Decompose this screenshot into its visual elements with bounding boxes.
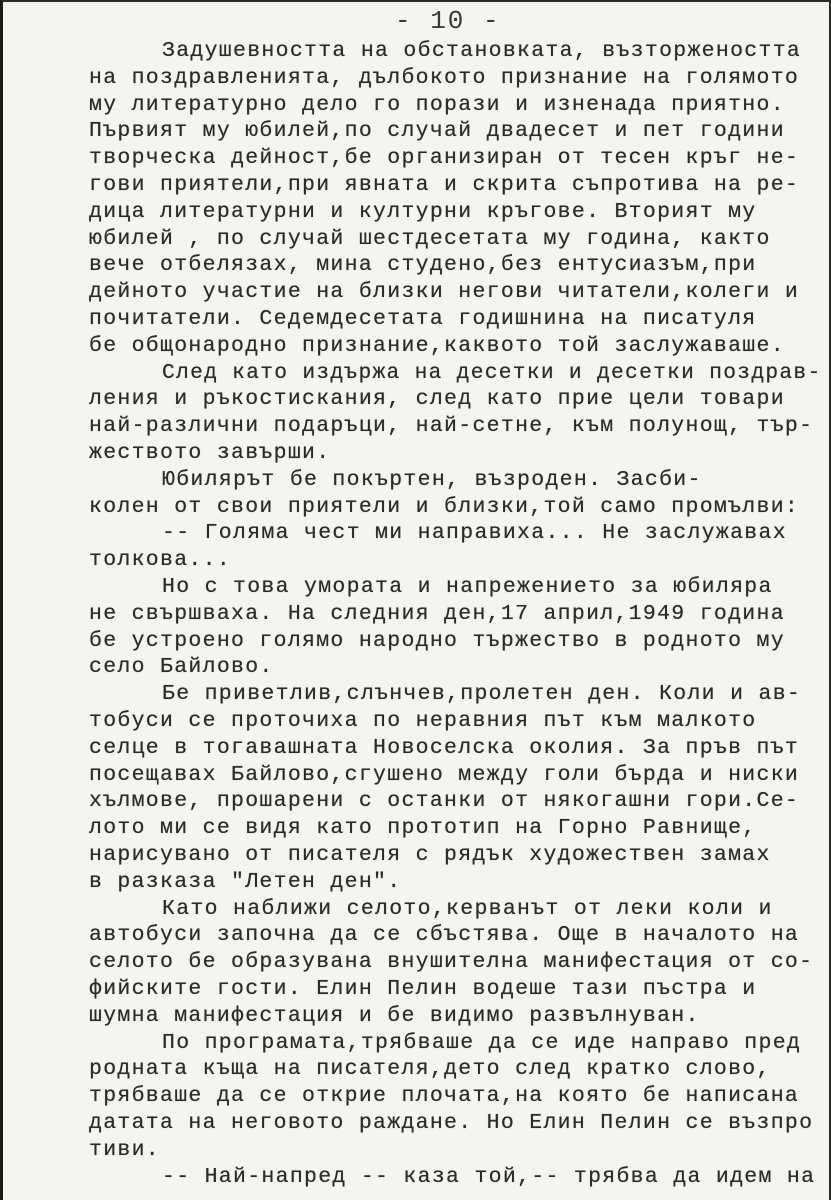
page-number: - 10 - bbox=[395, 6, 501, 36]
text-line: Като наближи селото,керванът от леки коли и bbox=[162, 896, 773, 921]
text-line: трябваше да се открие плочата,на която бе написана bbox=[89, 1084, 800, 1109]
text-line: хълмове, прошарени с останки от някогашни гори.Се- bbox=[89, 789, 800, 814]
text-line: на поздравленията, дълбокото признание на голямото bbox=[89, 65, 800, 90]
text-line: бе устроено голямо народно тържество в родното му bbox=[89, 628, 785, 653]
text-line: посещавах Байлово,сгушено между голи бърда и ниски bbox=[89, 762, 800, 787]
text-line: дейното участие на близки негови читатели,колеги и bbox=[89, 280, 800, 305]
text-line: лото ми се видя като прототип на Горно Равнище, bbox=[89, 816, 757, 841]
text-line: колен от свои приятели и близки,той само промълви: bbox=[89, 494, 800, 519]
text-line: Но с това умората и напрежението за юбиляра bbox=[162, 575, 773, 599]
text-line: не свършваха. На следния ден,17 април,1949 година bbox=[89, 601, 785, 626]
text-line: бе общонародно признание,каквото той заслужаваше. bbox=[89, 333, 785, 358]
text-line: Първият му юбилей,по случай двадесет и пет години bbox=[89, 119, 785, 144]
text-line: жеството завърши. bbox=[89, 441, 331, 465]
text-line: Бе приветлив,слънчев,пролетен ден. Коли и ав- bbox=[162, 682, 802, 707]
text-line: селото бе образувана внушителна манифестация от со- bbox=[89, 950, 814, 975]
text-line: почитатели. Седемдесетата годишнина на писатуля bbox=[89, 307, 757, 331]
text-line: шумна манифестация и бе видимо развълнуван. bbox=[89, 1003, 700, 1028]
text-line: автобуси започна да се сбъстява. Още в началото на bbox=[89, 923, 800, 948]
text-line: му литературно дело го порази и изненада приятно. bbox=[89, 92, 785, 117]
text-line: най-различни подаръци, най-сетне, към полунощ, тър- bbox=[89, 414, 814, 439]
text-line: Юбилярът бе покъртен, възроден. Засби- bbox=[162, 467, 702, 492]
text-line: юбилей , по случай шестдесетата му година, както bbox=[89, 226, 771, 251]
text-line: датата на неговото раждане. Но Елин Пелин се възпро bbox=[89, 1111, 814, 1135]
text-line: в разказа "Летен ден". bbox=[89, 869, 402, 894]
text-line: вече отбелязах, мина студено,без ентусиазъм,при bbox=[89, 253, 757, 278]
text-line: селце в тогавашната Новоселска околия. За пръв път bbox=[89, 735, 800, 760]
text-line: Задушевността на обстановката, възторжеността bbox=[162, 39, 802, 63]
text-line: дица литературни и културни кръгове. Вторият му bbox=[89, 199, 757, 224]
text-line: тобуси се проточиха по неравния път към малкото bbox=[89, 709, 757, 733]
text-line: родната къща на писателя,дето след кратко слово, bbox=[89, 1057, 771, 1082]
text-line: толкова... bbox=[89, 548, 232, 573]
text-line: След като издържа на десетки и десетки поздрав- bbox=[162, 360, 822, 385]
text-line: -- Голяма чест ми направиха... Не заслужавах bbox=[162, 521, 787, 546]
text-line: ления и ръкостискания, след като прие цели товари bbox=[89, 387, 785, 412]
text-line: тиви. bbox=[89, 1137, 161, 1162]
text-line: фийските гости. Елин Пелин водеше тази пъстра и bbox=[89, 977, 757, 1001]
text-line: нарисувано от писателя с рядък художествен замах bbox=[89, 843, 771, 867]
text-line: село Байлово. bbox=[89, 655, 274, 680]
text-line: -- Най-напред -- каза той,-- трябва да идем на bbox=[162, 1164, 816, 1189]
text-line: творческа дейност,бе организиран от тесен кръг не- bbox=[89, 146, 800, 171]
text-line: По програмата,трябваше да се иде направо пред bbox=[162, 1030, 802, 1055]
text-line: гови приятели,при явната и скрита съпротива на ре- bbox=[89, 173, 800, 197]
